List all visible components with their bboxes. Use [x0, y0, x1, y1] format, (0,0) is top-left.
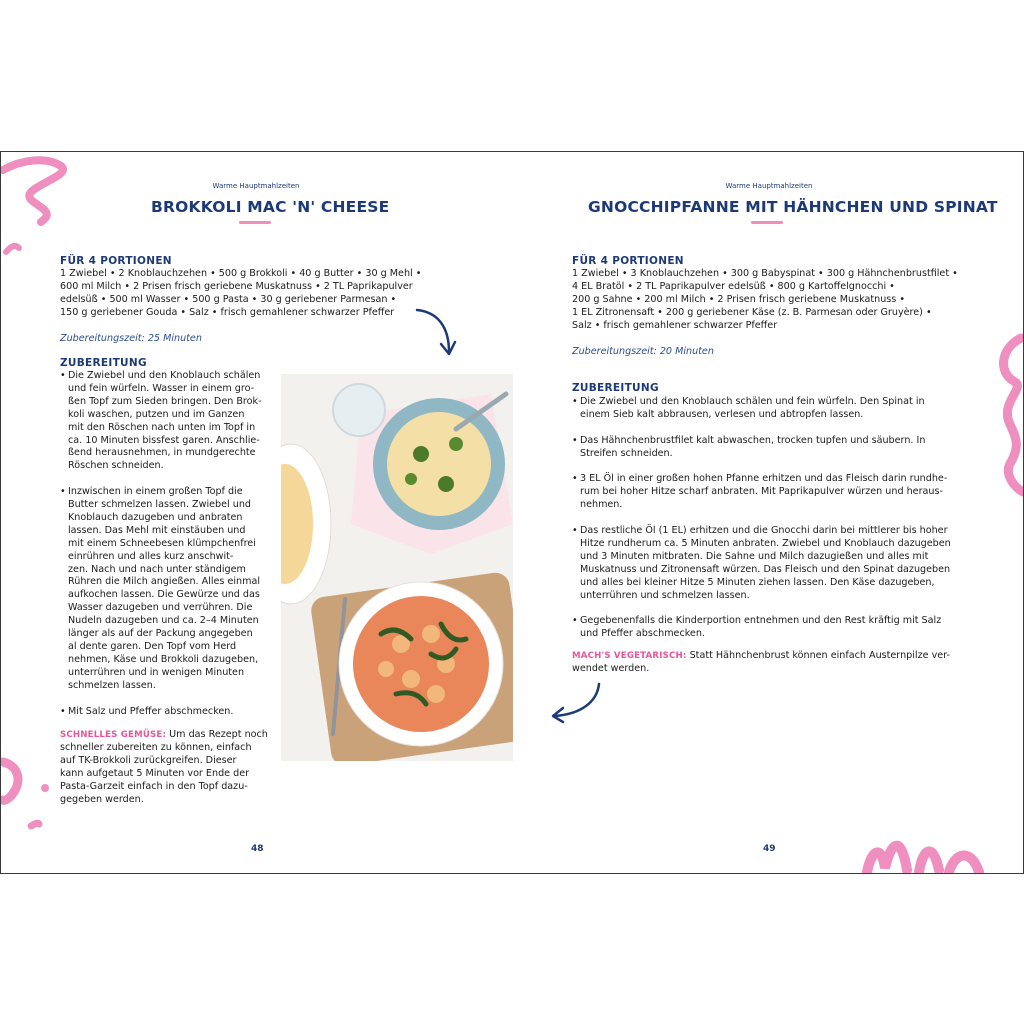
section-label: Warme Hauptmahlzeiten [212, 182, 300, 190]
title-underline [239, 221, 271, 224]
ingredients-line: edelsüß • 500 ml Wasser • 500 g Pasta • 30 g geriebener Parmesan • [60, 293, 397, 305]
brush-decoration-bottom-left [1, 752, 61, 842]
ingredients-line: 1 Zwiebel • 3 Knoblauchzehen • 300 g Babyspinat • 300 g Hähnchenbrustfilet • [572, 268, 958, 279]
tip-text: Um das Rezept noch [166, 729, 268, 740]
title-underline [751, 221, 783, 224]
prep-heading: ZUBEREITUNG [60, 357, 147, 369]
page-number: 48 [251, 844, 264, 854]
step-item: • Die Zwiebel und den Knoblauch schälen und fein würfeln. Wasser in einem gro- ßen Topf zum Sieden bringen. Den Brok- koli waschen, putzen und im Ganzen mit den Röschen nach unten im Topf in ca. 10 Minuten bissfest garen. Anschlie- ßend herausnehmen, in mundgerechte Röschen schneiden. [60, 370, 262, 473]
tip-box: MACH'S VEGETARISCH: Statt Hähnchenbrust können einfach Austernpilze ver- wendet werden. [572, 650, 950, 674]
ingredients-line: 1 Zwiebel • 2 Knoblauchzehen • 500 g Brokkoli • 40 g Butter • 30 g Mehl • [60, 268, 422, 279]
ingredients-line: 200 g Sahne • 200 ml Milch • 2 Prisen frisch geriebene Muskatnuss • [572, 293, 906, 305]
step-item: • Das Hähnchenbrustfilet kalt abwaschen, trocken tupfen und säubern. In Streifen schneiden. [572, 435, 951, 461]
curved-arrow-icon [547, 680, 607, 724]
tip-label: SCHNELLES GEMÜSE: [60, 730, 167, 740]
ingredients-line: 150 g geriebener Gouda • Salz • frisch gemahlener schwarzer Pfeffer [60, 306, 395, 318]
ingredients-list [60, 268, 421, 320]
tip-label: MACH'S VEGETARISCH: [572, 651, 687, 661]
section-label: Warme Hauptmahlzeiten [725, 182, 813, 190]
page-number: 49 [763, 844, 776, 854]
ingredients-line: 4 EL Bratöl • 2 TL Paprikapulver edelsüß • 800 g Kartoffelgnocchi • [572, 280, 895, 292]
prep-time: Zubereitungszeit: 20 Minuten [572, 346, 714, 357]
step-item: • Das restliche Öl (1 EL) erhitzen und die Gnocchi darin bei mittlerer bis hoher Hitze rundherum ca. 5 Minuten anbraten. Zwiebel und Knoblauch dazugeben und 3 Minuten mitbraten. Die Sahne und Milch dazugießen und alles mit Muskatnuss und Zitronensaft würzen. Das Fleisch und den Spinat dazugeben und alles bei kleiner Hitze 5 Minuten ziehen lassen. Den Käse dazugeben, unterrühren und schmelzen lassen. [572, 525, 951, 602]
steps-list [60, 370, 262, 731]
ingredients-line: 1 EL Zitronensaft • 200 g geriebener Käse (z. B. Parmesan oder Gruyère) • [572, 306, 932, 318]
steps-list [572, 396, 951, 654]
ingredients-line: Salz • frisch gemahlener schwarzer Pfeffer [572, 319, 778, 331]
prep-time: Zubereitungszeit: 25 Minuten [60, 333, 202, 344]
prep-heading: ZUBEREITUNG [572, 382, 659, 394]
step-item: • 3 EL Öl in einer großen hohen Pfanne erhitzen und das Fleisch darin rundhe- rum bei hoher Hitze scharf anbraten. Mit Paprikapulver würzen und heraus- nehmen. [572, 473, 951, 512]
tip-box: SCHNELLES GEMÜSE: Um das Rezept noch schneller zubereiten zu können, einfach auf TK-Brokkoli zurückgreifen. Dieser kann aufgetaut 5 Minuten vor Ende der Pasta-Garzeit einfach in den Topf dazu- gegeben werden. [60, 729, 268, 805]
ingredients-list [572, 268, 958, 333]
portions-heading: FÜR 4 PORTIONEN [572, 255, 684, 267]
step-item: • Mit Salz und Pfeffer abschmecken. [60, 706, 262, 719]
book-spread [0, 151, 1024, 874]
food-photo [281, 374, 513, 761]
recipe-title: BROKKOLI MAC 'N' CHEESE [151, 198, 390, 216]
brush-decoration-top-left [1, 152, 81, 272]
brush-decoration-bottom-right [861, 812, 991, 874]
portions-heading: FÜR 4 PORTIONEN [60, 255, 172, 267]
recipe-title: GNOCCHIPFANNE MIT HÄHNCHEN UND SPINAT [588, 198, 998, 216]
step-item: • Die Zwiebel und den Knoblauch schälen und fein würfeln. Den Spinat in einem Sieb kalt abbrausen, verlesen und abtropfen lassen. [572, 396, 951, 422]
step-item: • Inzwischen in einem großen Topf die Butter schmelzen lassen. Zwiebel und Knoblauch dazugeben und anbraten lassen. Das Mehl mit einstäuben und mit einem Schneebesen klümpchenfrei einrühren und alles kurz anschwit- zen. Nach und nach unter ständigem Rühren die Milch angießen. Alles einmal aufkochen lassen. Die Gewürze und das Wasser dazugeben und verrühren. Die Nudeln dazugeben und ca. 2–4 Minuten länger als auf der Packung angegeben al dente garen. Den Topf vom Herd nehmen, Käse und Brokkoli dazugeben, unterrühren und in wenigen Minuten schmelzen lassen. [60, 486, 262, 693]
tip-text: Statt Hähnchenbrust können einfach Austernpilze ver- [686, 650, 950, 661]
step-item: • Gegebenenfalls die Kinderportion entnehmen und den Rest kräftig mit Salz und Pfeffer abschmecken. [572, 615, 951, 641]
ingredients-line: 600 ml Milch • 2 Prisen frisch geriebene Muskatnuss • 2 TL Paprikapulver [60, 280, 413, 292]
brush-decoration-right [991, 332, 1024, 502]
